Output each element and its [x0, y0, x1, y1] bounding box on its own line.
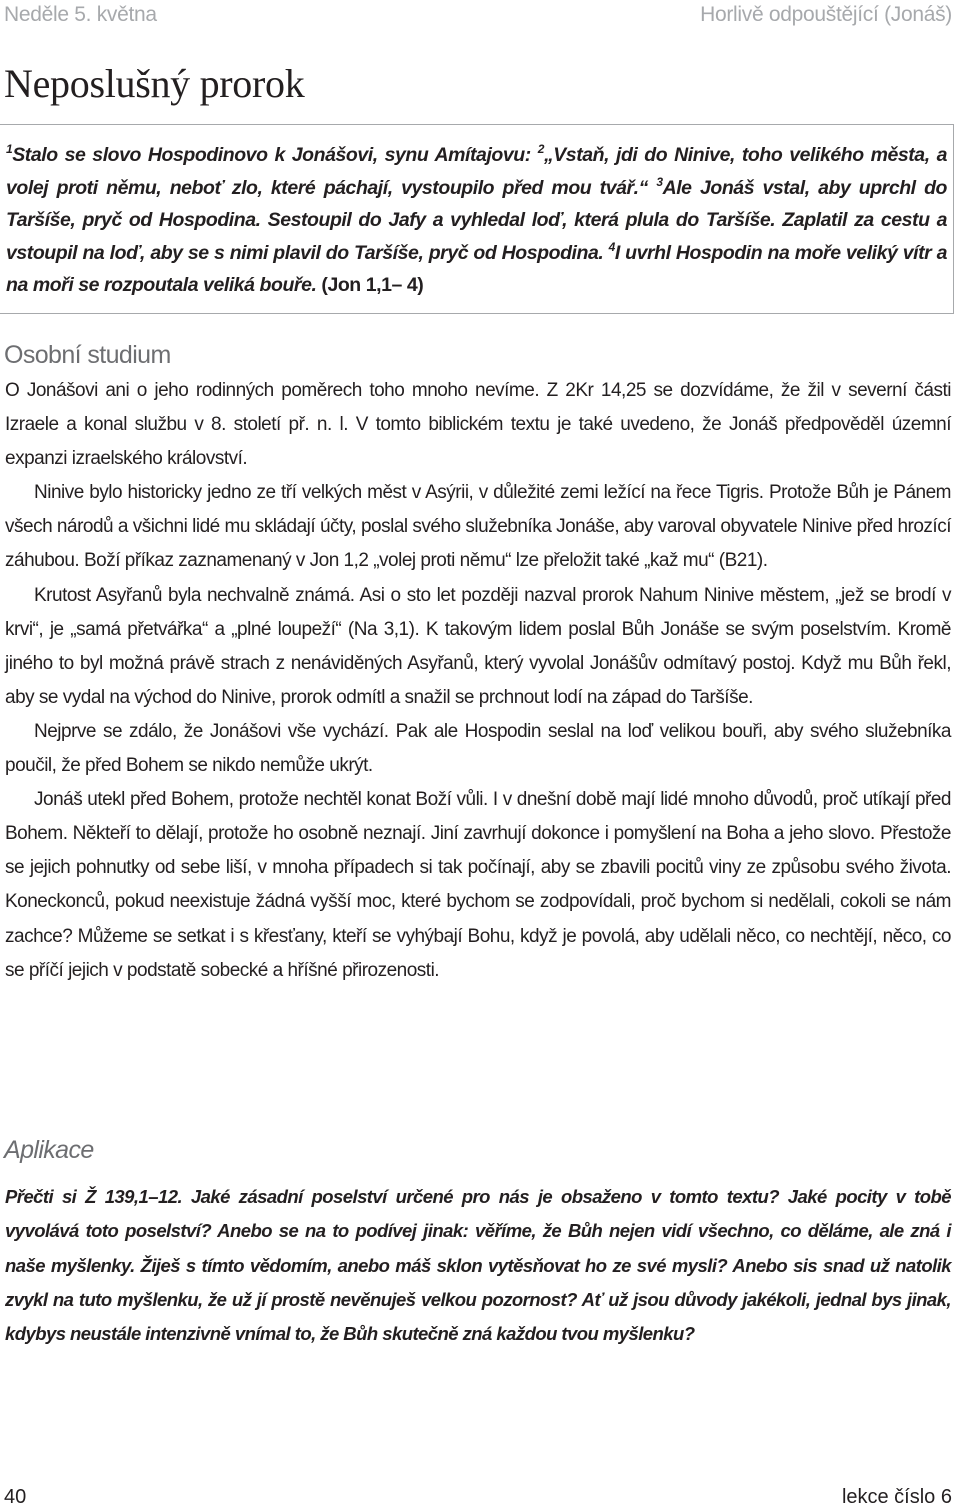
- lesson-label: lekce číslo 6: [841, 1486, 952, 1508]
- verse-number-2: 2: [537, 142, 544, 156]
- verse-2: „Vstaň, jdi do Ninive, toho velikého města, a volej proti němu, neboť zlo, které páchají, vystoupilo před mou tvář.“: [6, 144, 947, 199]
- study-paragraph-2: Ninive bylo historicky jedno ze tří velkých měst v Asýrii, v důležité zemi ležící na řece Tigris. Protože Bůh je Pánem všech národů a všichni lidé mu skládají účty, poslal svého služebníka Jonáše, aby varoval obyvatele Ninive před hrozící záhubou. Boží příkaz zaznamenaný v Jon 1,2 „volej proti němu“ lze přeložit také „kaž mu“ (B21).: [5, 482, 951, 572]
- application-heading: Aplikace: [4, 1136, 94, 1164]
- scripture-reference: (Jon 1,1– 4): [321, 274, 424, 297]
- study-paragraph-1: O Jonášovi ani o jeho rodinných poměrech toho mnoho nevíme. Z 2Kr 14,25 se dozvídáme, že žil v severní části Izraele a konal službu v 8. století př. n. l. V tomto biblickém textu je také uvedeno, že Jonáš předpověděl územní expanzi izraelského království.: [5, 380, 951, 470]
- scripture-box: [0, 124, 954, 314]
- personal-study-heading: Osobní studium: [4, 341, 171, 369]
- verse-number-1: 1: [6, 142, 13, 156]
- personal-study-body: [5, 374, 951, 988]
- page-title: Neposlušný prorok: [4, 61, 305, 106]
- verse-4: I uvrhl Hospodin na moře veliký vítr a na moři se rozpoutala veliká bouře.: [6, 241, 947, 297]
- study-paragraph-4: Nejprve se zdálo, že Jonášovi vše vychází. Pak ale Hospodin seslal na loď velikou bouři, aby svého služebníka poučil, že před Bohem se nikdo nemůže ukrýt.: [5, 720, 951, 777]
- header-day: Neděle 5. května: [4, 3, 157, 26]
- verse-number-3: 3: [656, 174, 663, 189]
- header-theme: Horlivě odpouštějící (Jonáš): [700, 3, 952, 26]
- page-number: 40: [4, 1486, 27, 1508]
- study-paragraph-5: Jonáš utekl před Bohem, protože nechtěl konat Boží vůli. I v dnešní době mají lidé mnoho důvodů, proč utíkají před Bohem. Někteří to dělají, protože ho osobně neznají. Jiní zavrhují dokonce i pomyšlení na Boha a jeho slovo. Přestože se jejich pohnutky od sebe liší, v mnoha případech si tak počínají, aby se zbavili pocitů viny ze způsobu svého života. Koneckonců, pokud neexistuje žádná vyšší moc, které bychom se zodpovídali, proč bychom si nedělali, cokoli se nám zachce? Můžeme se setkat i s křesťany, kteří se vyhýbají Bohu, když je povolá, aby udělali něco, co nechtějí, něco, co se příčí jejich v podstatě sobecké a hříšné přirozenosti.: [5, 789, 951, 981]
- scripture-text: [0, 125, 953, 302]
- study-paragraph-3: Krutost Asyřanů byla nechvalně známá. Asi o sto let později nazval prorok Nahum Ninive městem, „jež se brodí v krvi“, je „samá přetvářka“ a „plné loupeží“ (Na 3,1). K takovým lidem poslal Bůh Jonáše se svým poselstvím. Kromě jiného to byl možná právě strach z nenáviděných Asyřanů, který vyvolal Jonášův odmítavý postoj. Když mu Bůh řekl, aby se vydal na východ do Ninive, prorok odmítl a snažil se prchnout lodí na západ do Taršíše.: [5, 584, 951, 708]
- verse-3: Ale Jonáš vstal, aby uprchl do Taršíše, pryč od Hospodina. Sestoupil do Jafy a vyhledal loď, která plula do Taršíše. Zaplatil za cestu a vstoupil na loď, aby se s nimi plavil do Taršíše, pryč od Hospodina.: [6, 176, 947, 264]
- application-text: Přečti si Ž 139,1–12. Jaké zásadní poselství určené pro nás je obsaženo v tomto textu? Jaké pocity v tobě vyvolává toto poselství? Anebo se na to podívej jinak: věříme, že Bůh nejen vidí všechno, co děláme, ale zná i naše myšlenky. Žiješ s tímto vědomím, anebo máš sklon vytěsňovat ho ze své mysli? Anebo sis snad už natolik zvykl na tuto myšlenku, že už jí prostě nevěnuješ velkou pozornost? Ať už jsou důvody jakékoli, jednal bys jinak, kdybys neustále intenzivně vnímal to, že Bůh skutečně zná každou tvou myšlenku?: [5, 1186, 951, 1345]
- verse-number-4: 4: [608, 239, 615, 254]
- verse-1: Stalo se slovo Hospodinovo k Jonášovi, synu Amítajovu:: [12, 144, 538, 166]
